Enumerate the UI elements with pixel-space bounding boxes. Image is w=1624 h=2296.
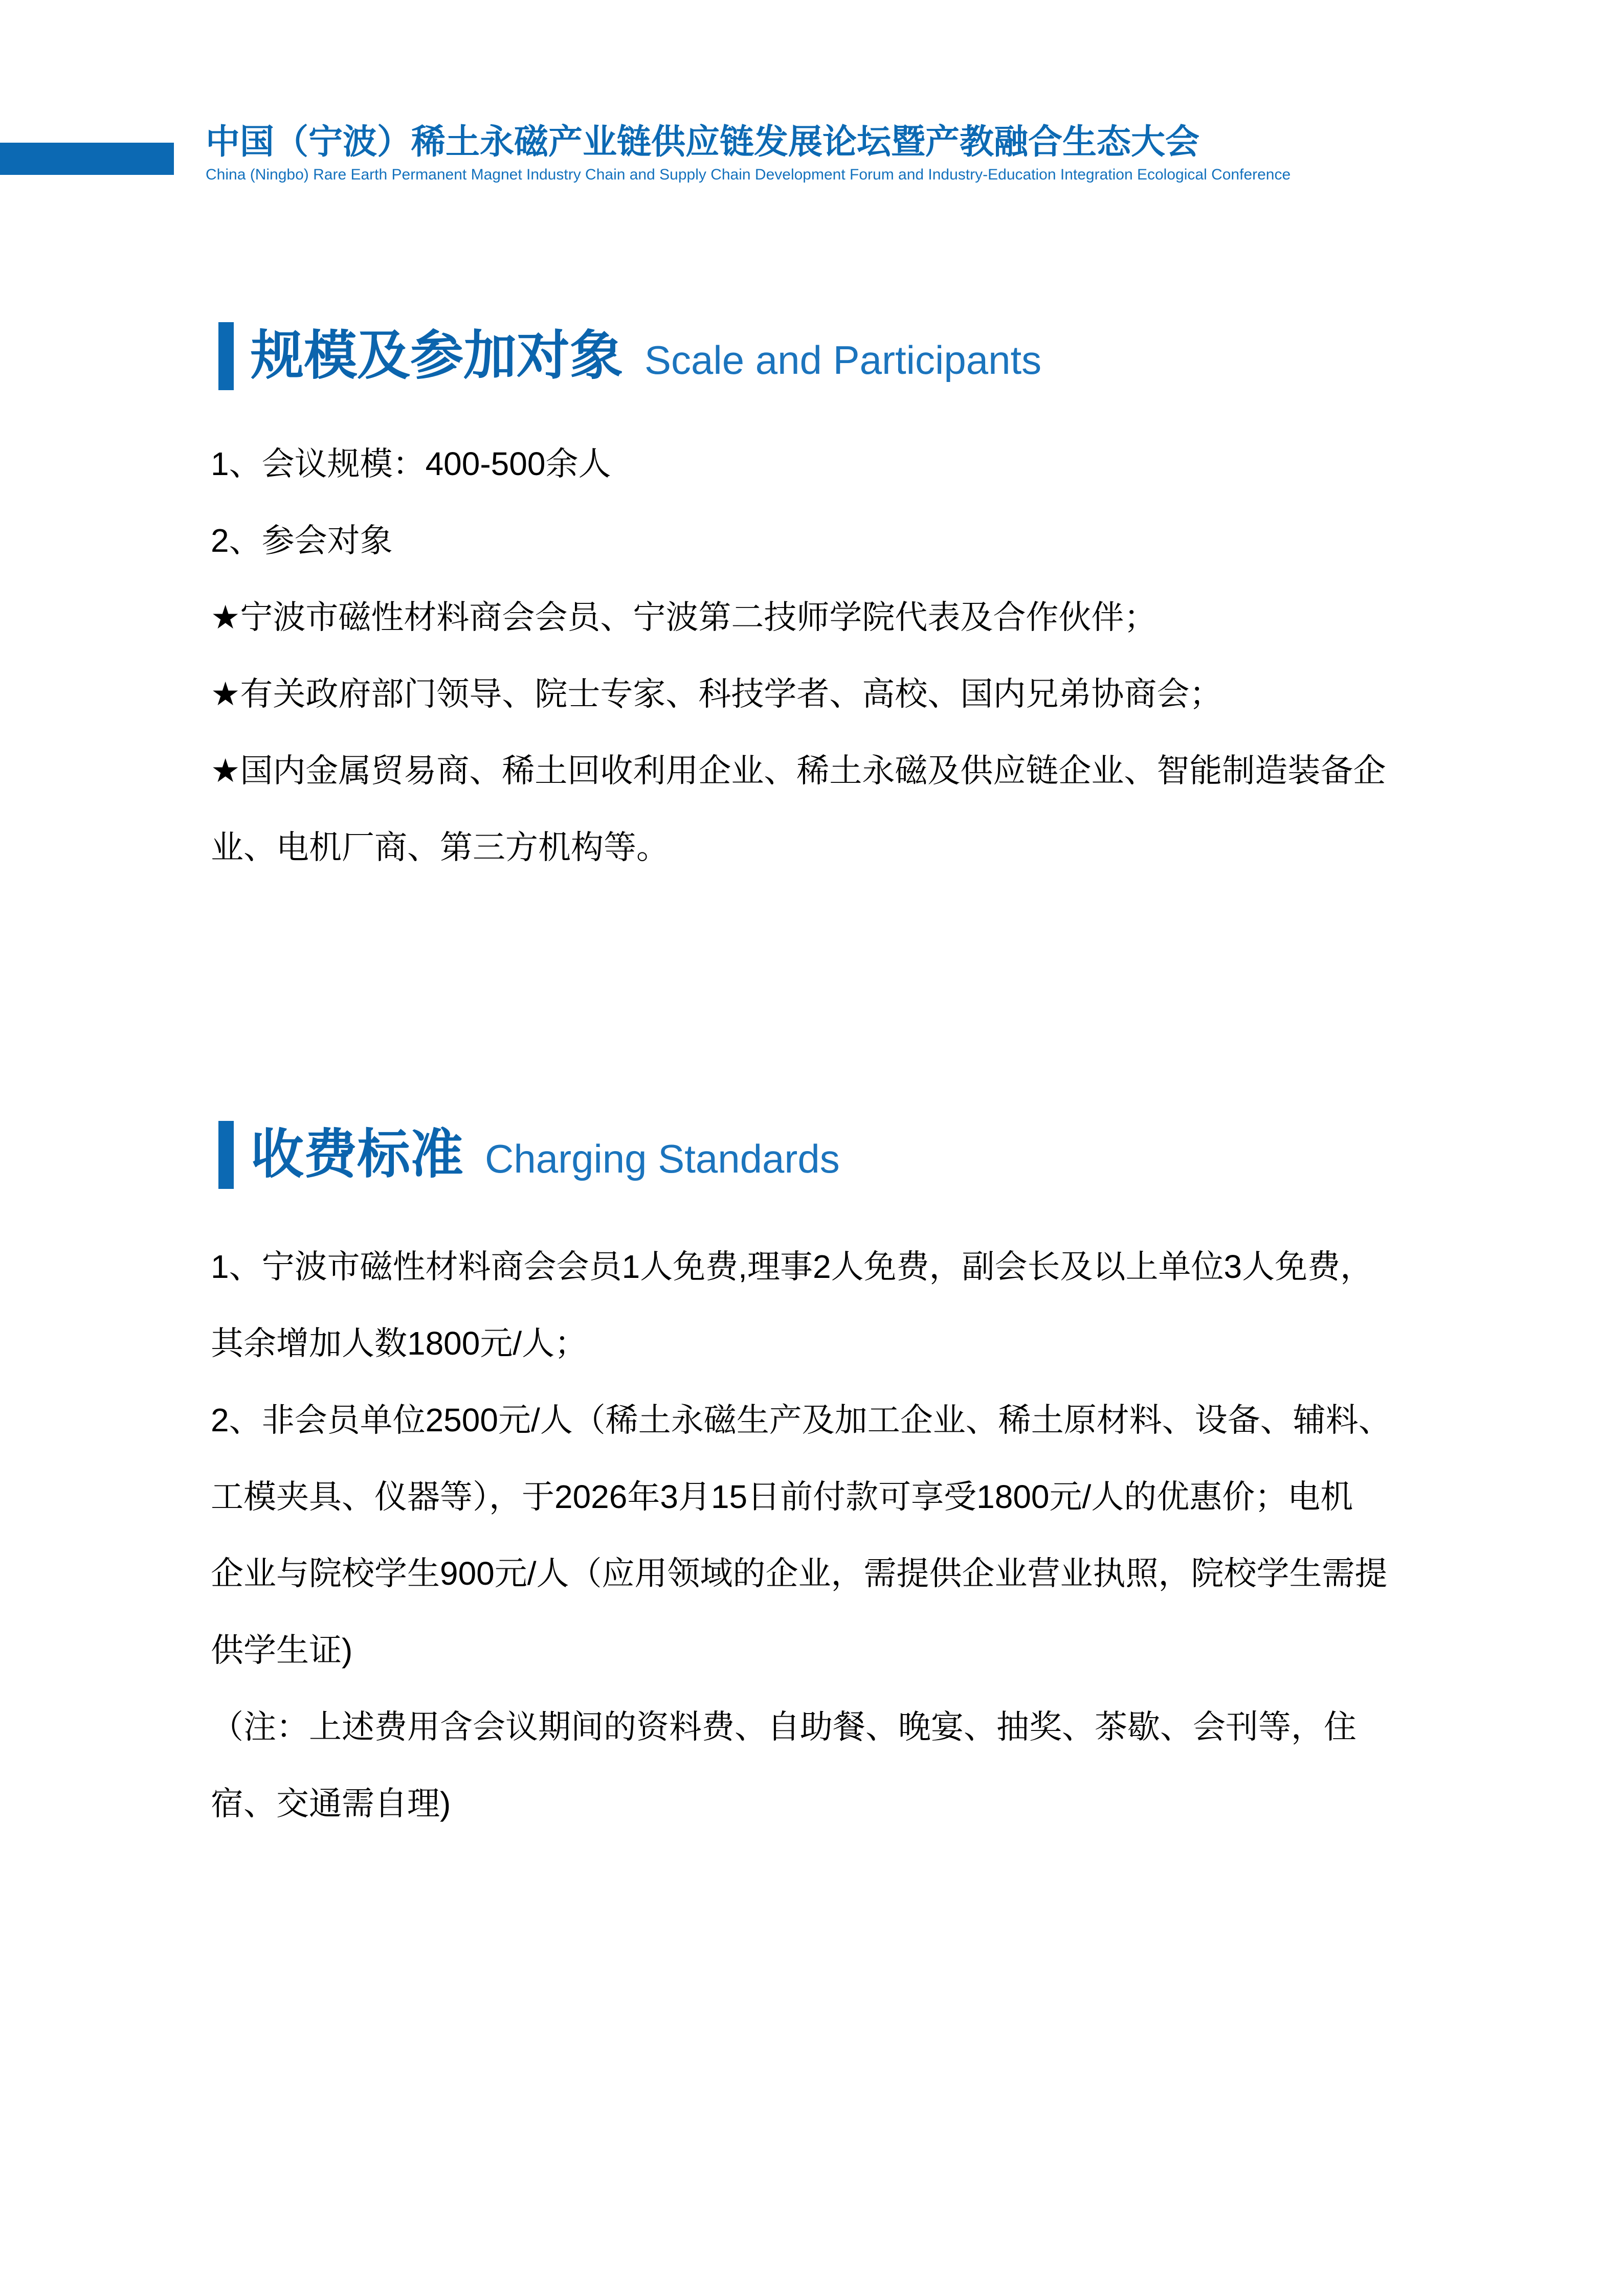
section-body-scale-participants [211,425,1386,886]
body-line: 业、电机厂商、第三方机构等。 [211,829,669,866]
conference-subtitle-en: China (Ningbo) Rare Earth Permanent Magnet Industry Chain and Supply Chain Development Forum and Industry-Education Integration Ecological Conference [206,166,1291,183]
body-line: 1、会议规模：400-500余人 [211,445,611,482]
document-header [206,122,1291,185]
section-title-en: Scale and Participants [644,337,1042,382]
conference-title-zh: 中国（宁波）稀土永磁产业链供应链发展论坛暨产教融合生态大会 [206,123,1199,161]
header-accent-rectangle [0,143,174,175]
body-line: （注：上述费用含会议期间的资料费、自助餐、晚宴、抽奖、茶歇、会刊等，住 [211,1708,1356,1745]
section-title-row [251,322,1041,406]
body-line: 其余增加人数1800元/人； [211,1325,588,1362]
section-marker-bar [218,1121,234,1189]
section-title-row [251,1121,840,1204]
body-line: ★宁波市磁性材料商会会员、宁波第二技师学院代表及合作伙伴； [211,599,1157,636]
section-body-charging-standards [211,1228,1391,1842]
body-line: 企业与院校学生900元/人（应用领域的企业，需提供企业营业执照，院校学生需提 [211,1555,1388,1592]
section-title-zh: 规模及参加对象 [251,326,624,386]
body-line: ★有关政府部门领导、院士专家、科技学者、高校、国内兄弟协商会； [211,676,1222,712]
body-line: ★国内金属贸易商、稀土回收利用企业、稀土永磁及供应链企业、智能制造装备企 [211,752,1386,789]
body-line: 宿、交通需自理) [211,1785,451,1822]
body-line: 2、非会员单位2500元/人（稀土永磁生产及加工企业、稀土原材料、设备、辅料、 [211,1402,1391,1438]
body-line: 供学生证) [211,1632,353,1669]
section-marker-bar [218,322,234,390]
section-title-en: Charging Standards [485,1136,840,1181]
body-line: 2、参会对象 [211,522,393,559]
section-title-zh: 收费标准 [251,1125,464,1184]
body-line: 工模夹具、仪器等），于2026年3月15日前付款可享受1800元/人的优惠价；电机 [211,1478,1353,1515]
body-line: 1、宁波市磁性材料商会会员1人免费,理事2人免费，副会长及以上单位3人免费， [211,1248,1373,1285]
